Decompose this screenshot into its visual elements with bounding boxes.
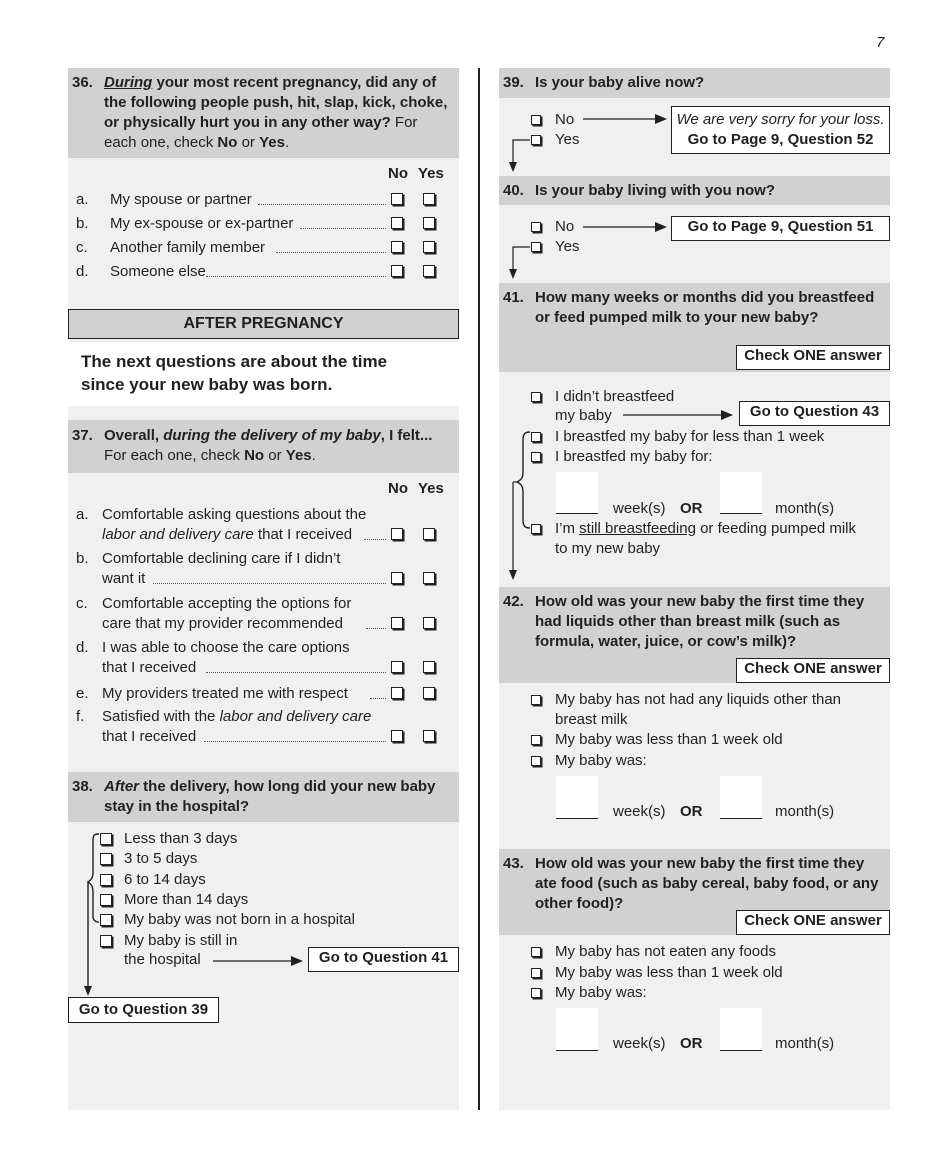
q40-goto-box: Go to Page 9, Question 51 — [671, 216, 890, 241]
right-column — [499, 68, 890, 1110]
q36-c-yes-checkbox[interactable] — [423, 241, 435, 253]
q37-e-line1: My providers treated me with respect — [102, 685, 348, 702]
q36-text-c: Another family member — [110, 239, 266, 256]
q36-b-no-checkbox[interactable] — [391, 217, 403, 229]
section-header: AFTER PREGNANCY — [68, 309, 459, 339]
q37-col-yes: Yes — [418, 480, 444, 497]
q37-e-yes-checkbox[interactable] — [423, 687, 435, 699]
q41-opt1-checkbox[interactable] — [531, 392, 541, 402]
leader-dots — [366, 628, 386, 629]
q42-or: OR — [680, 803, 703, 820]
q42-months-input[interactable] — [720, 776, 762, 818]
q37-col-no: No — [388, 480, 408, 497]
q43-check-one: Check ONE answer — [736, 910, 890, 935]
q37-a-yes-checkbox[interactable] — [423, 528, 435, 540]
q39-number: 39. — [503, 74, 524, 91]
q38-after: After — [104, 778, 140, 795]
q38-opt6-label2: the hospital — [124, 951, 201, 968]
q38-goto41-box: Go to Question 41 — [308, 947, 459, 972]
q42-months-label: month(s) — [775, 803, 835, 820]
left-column — [68, 68, 459, 1110]
arrow-icon — [583, 220, 667, 234]
q38-opt5-checkbox[interactable] — [100, 914, 112, 926]
q39-yes-label: Yes — [555, 131, 580, 148]
q37-d-line1: I was able to choose the care options — [102, 639, 350, 656]
q40-yes-arrow — [505, 239, 535, 285]
q41-opt4-checkbox[interactable] — [531, 524, 541, 534]
arrow-icon — [583, 112, 667, 126]
q37-letter-e: e. — [76, 685, 89, 702]
leader-dots — [258, 204, 386, 205]
q41-goto43-box: Go to Question 43 — [739, 401, 890, 426]
q41-opt2-checkbox[interactable] — [531, 432, 541, 442]
q43-opt3-checkbox[interactable] — [531, 988, 541, 998]
q39-header — [499, 68, 890, 98]
leader-dots — [364, 539, 386, 540]
q43-weeks-input[interactable] — [556, 1008, 598, 1050]
q42-check-one: Check ONE answer — [736, 658, 890, 683]
q37-f-line1: Satisfied with the — [102, 708, 220, 725]
section-intro: The next questions are about the time since your new baby was born. — [68, 342, 459, 406]
q37-letter-c: c. — [76, 595, 88, 612]
q37-a-line2: that I received — [253, 526, 353, 543]
q37-c-yes-checkbox[interactable] — [423, 617, 435, 629]
input-underline — [720, 1050, 762, 1051]
q37-b-line2: want it — [102, 570, 146, 587]
arrow-icon — [623, 408, 733, 422]
q38-opt5-label: My baby was not born in a hospital — [124, 911, 355, 928]
q40-number: 40. — [503, 182, 524, 199]
q41-opt1-label2: my baby — [555, 407, 612, 424]
q36-b-yes-checkbox[interactable] — [423, 217, 435, 229]
q37-felt: , I felt... — [380, 427, 433, 444]
arrow-icon — [213, 953, 303, 969]
q37-f-yes-checkbox[interactable] — [423, 730, 435, 742]
q38-opt2-label: 3 to 5 days — [124, 850, 198, 867]
q38-opt3-label: 6 to 14 days — [124, 871, 206, 888]
leader-dots — [206, 672, 386, 673]
q36-a-yes-checkbox[interactable] — [423, 193, 435, 205]
q36-d-no-checkbox[interactable] — [391, 265, 403, 277]
q37-a-italic: labor and delivery care — [102, 526, 254, 543]
q39-yes-arrow — [505, 132, 535, 178]
q42-opt1-label1: My baby has not had any liquids other than — [555, 691, 842, 708]
q37-instr-yes: Yes — [285, 447, 312, 464]
q38-header — [68, 772, 459, 822]
q41-months-input[interactable] — [720, 472, 762, 513]
q37-b-yes-checkbox[interactable] — [423, 572, 435, 584]
q39-goto-box — [671, 106, 890, 154]
q36-during: During — [104, 74, 153, 91]
q39-goto: Go to Page 9, Question 52 — [687, 131, 874, 148]
q36-instr-post: . — [284, 134, 290, 151]
q42-weeks-input[interactable] — [556, 776, 598, 818]
q36-header — [68, 68, 459, 158]
leader-dots — [206, 276, 386, 277]
q39-sorry: We are very sorry for your loss. — [676, 111, 885, 128]
q40-yes-label: Yes — [555, 238, 580, 255]
q36-instr-yes: Yes — [259, 134, 285, 151]
q42-opt3-label: My baby was: — [555, 752, 647, 769]
q37-d-line2: that I received — [102, 659, 197, 676]
input-underline — [720, 818, 762, 819]
q38-text: the delivery, how long did your new baby stay in the hospital? — [104, 778, 436, 815]
q42-text: How old was your new baby the first time they had liquids other than breast milk (such as formula, water, juice, or cow’s milk)? — [535, 593, 865, 650]
leader-dots — [204, 741, 386, 742]
q43-text: How old was your new baby the first time they ate food (such as baby cereal, baby food, or any other food)? — [535, 855, 879, 912]
q42-opt2-label: My baby was less than 1 week old — [555, 731, 783, 748]
leader-dots — [370, 698, 386, 699]
q36-text: your most recent pregnancy, did any of the following people push, hit, slap, kick, choke, or physically hurt you in any other way? — [104, 74, 448, 131]
q37-b-no-checkbox[interactable] — [391, 572, 403, 584]
q42-opt3-checkbox[interactable] — [531, 756, 541, 766]
q37-letter-f: f. — [76, 708, 85, 725]
q43-opt1-checkbox[interactable] — [531, 947, 541, 957]
q36-number: 36. — [72, 74, 93, 91]
q37-instr-or: or — [264, 447, 286, 464]
page-number: 7 — [876, 34, 885, 51]
q37-d-yes-checkbox[interactable] — [423, 661, 435, 673]
q37-c-line2: care that my provider recommended — [102, 615, 343, 632]
q36-letter-d: d. — [76, 263, 89, 280]
q36-text-a: My spouse or partner — [110, 191, 252, 208]
q36-instr-or: or — [237, 134, 260, 151]
q42-opt2-checkbox[interactable] — [531, 735, 541, 745]
q41-weeks-label: week(s) — [613, 500, 666, 517]
q41-opt4-post: or feeding pumped milk — [695, 520, 856, 537]
q41-check-one: Check ONE answer — [736, 345, 890, 370]
q37-a-line1: Comfortable asking questions about the — [102, 506, 367, 523]
q37-f-no-checkbox[interactable] — [391, 730, 403, 742]
leader-dots — [276, 252, 386, 253]
q38-opt3-checkbox[interactable] — [100, 874, 112, 886]
q41-opt4-line2: to my new baby — [555, 540, 661, 557]
q40-text: Is your baby living with you now? — [535, 182, 776, 199]
q36-instr-no: No — [217, 134, 238, 151]
q41-or: OR — [680, 500, 703, 517]
q36-text-b: My ex-spouse or ex-partner — [110, 215, 294, 232]
q43-opt2-checkbox[interactable] — [531, 968, 541, 978]
q40-no-label: No — [555, 218, 575, 235]
q37-e-no-checkbox[interactable] — [391, 687, 403, 699]
q36-letter-b: b. — [76, 215, 89, 232]
q36-col-no: No — [388, 165, 408, 182]
q43-weeks-label: week(s) — [613, 1035, 666, 1052]
q42-opt1-label2: breast milk — [555, 711, 628, 728]
q38-opt4-label: More than 14 days — [124, 891, 249, 908]
q43-or: OR — [680, 1035, 703, 1052]
q43-opt3-label: My baby was: — [555, 984, 647, 1001]
q43-opt2-label: My baby was less than 1 week old — [555, 964, 783, 981]
q41-number: 41. — [503, 289, 524, 306]
q38-number: 38. — [72, 778, 93, 795]
q41-opt4-underlined: still breastfeeding — [579, 520, 696, 537]
q43-months-label: month(s) — [775, 1035, 835, 1052]
q37-during: during the delivery of my baby — [163, 427, 381, 444]
q37-d-no-checkbox[interactable] — [391, 661, 403, 673]
q38-opt6-label1: My baby is still in — [124, 932, 238, 949]
q36-col-yes: Yes — [418, 165, 444, 182]
q37-header — [68, 420, 459, 473]
q41-text: How many weeks or months did you breastfeed or feed pumped milk to your new baby? — [535, 289, 875, 326]
q36-letter-a: a. — [76, 191, 89, 208]
q41-months-label: month(s) — [775, 500, 835, 517]
q43-number: 43. — [503, 855, 524, 872]
q43-months-input[interactable] — [720, 1008, 762, 1050]
q42-opt1-checkbox[interactable] — [531, 695, 541, 705]
q36-d-yes-checkbox[interactable] — [423, 265, 435, 277]
q37-a-no-checkbox[interactable] — [391, 528, 403, 540]
q36-a-no-checkbox[interactable] — [391, 193, 403, 205]
q39-text: Is your baby alive now? — [535, 74, 705, 91]
q42-weeks-label: week(s) — [613, 803, 666, 820]
q37-number: 37. — [72, 427, 93, 444]
leader-dots — [300, 228, 386, 229]
q38-opt2-checkbox[interactable] — [100, 853, 112, 865]
q41-opt1-label1: I didn’t breastfeed — [555, 388, 675, 405]
input-underline — [556, 513, 598, 514]
q41-weeks-input[interactable] — [556, 472, 598, 513]
q41-opt2-label: I breastfed my baby for less than 1 week — [555, 428, 825, 445]
q37-f-italic: labor and delivery care — [219, 708, 372, 725]
q37-instr-pre: For each one, check — [104, 447, 245, 464]
q37-instr-no: No — [244, 447, 265, 464]
q41-opt4-pre: I’m — [555, 520, 580, 537]
q37-c-line1: Comfortable accepting the options for — [102, 595, 352, 612]
q43-opt1-label: My baby has not eaten any foods — [555, 943, 776, 960]
q36-instr-pre: For each one, check — [104, 114, 418, 151]
q37-c-no-checkbox[interactable] — [391, 617, 403, 629]
q37-letter-d: d. — [76, 639, 89, 656]
input-underline — [556, 1050, 598, 1051]
input-underline — [720, 513, 762, 514]
q36-c-no-checkbox[interactable] — [391, 241, 403, 253]
q37-b-line1: Comfortable declining care if I didn’t — [102, 550, 341, 567]
column-divider — [478, 68, 480, 1110]
q39-no-label: No — [555, 111, 575, 128]
q38-opt4-checkbox[interactable] — [100, 894, 112, 906]
leader-dots — [153, 583, 386, 584]
q36-letter-c: c. — [76, 239, 88, 256]
q41-opt3-label: I breastfed my baby for: — [555, 448, 713, 465]
input-underline — [556, 818, 598, 819]
q38-opt6-checkbox[interactable] — [100, 935, 112, 947]
q40-no-checkbox[interactable] — [531, 222, 541, 232]
q41-opt3-checkbox[interactable] — [531, 452, 541, 462]
q37-f-line2: that I received — [102, 728, 197, 745]
q37-instr-post: . — [311, 447, 316, 464]
q38-opt1-label: Less than 3 days — [124, 830, 238, 847]
q37-letter-a: a. — [76, 506, 89, 523]
q37-overall: Overall, — [104, 427, 164, 444]
q42-number: 42. — [503, 593, 524, 610]
q38-opt1-checkbox[interactable] — [100, 833, 112, 845]
q39-no-checkbox[interactable] — [531, 115, 541, 125]
q36-text-d: Someone else — [110, 263, 206, 280]
q38-goto39-box: Go to Question 39 — [68, 997, 219, 1023]
q40-header — [499, 176, 890, 205]
q37-letter-b: b. — [76, 550, 89, 567]
